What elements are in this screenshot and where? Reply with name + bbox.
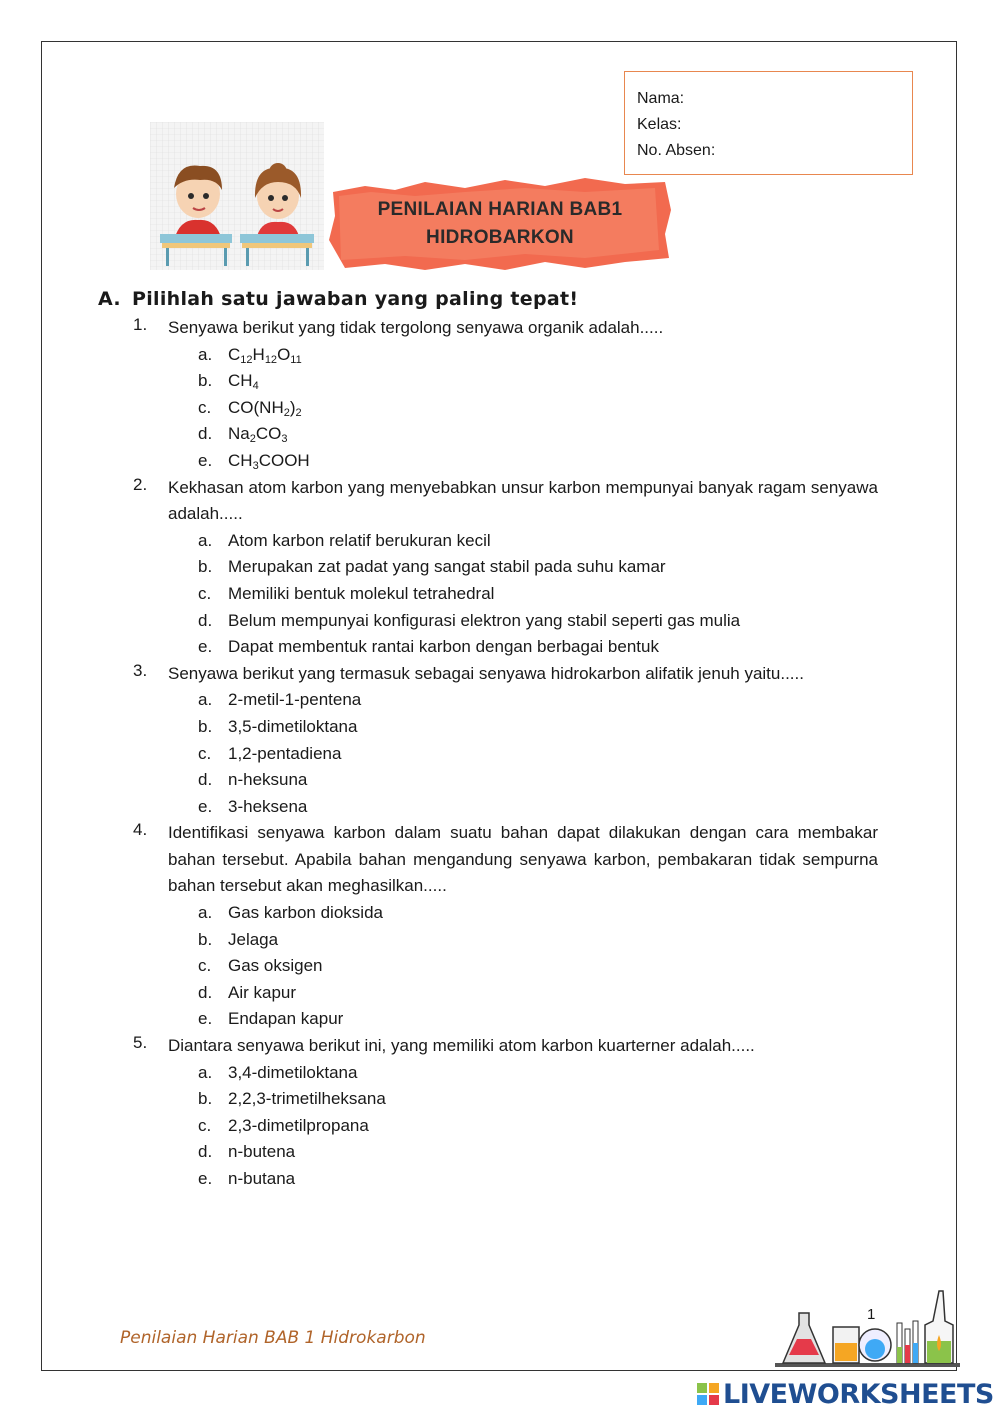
option-text: 3,4-dimetiloktana xyxy=(228,1062,358,1082)
liveworksheets-watermark xyxy=(697,1377,994,1411)
option-d[interactable] xyxy=(198,421,878,448)
student-info-box xyxy=(624,71,913,175)
class-label[interactable]: Kelas: xyxy=(637,116,682,133)
option-a[interactable] xyxy=(198,528,878,555)
option-e[interactable] xyxy=(198,448,878,475)
option-letter: c. xyxy=(198,583,212,603)
option-list xyxy=(168,342,878,475)
page-title xyxy=(325,196,675,252)
option-text: $C_{12}H_{12}O_{11}$ xyxy=(228,344,302,366)
option-list xyxy=(168,687,878,820)
option-text: Atom karbon relatif berukuran kecil xyxy=(228,530,491,550)
question-2 xyxy=(133,475,878,661)
question-text: Identifikasi senyawa karbon dalam suatu bahan dapat dilakukan dengan cara membakar bahan tersebut. Apabila bahan mengandung senyawa karbon, pembakaran tidak sempurna bahan tersebut akan meghasilkan..... xyxy=(168,823,878,896)
option-text: Gas karbon dioksida xyxy=(228,903,383,923)
option-letter: d. xyxy=(198,1142,213,1162)
option-text: Jelaga xyxy=(228,929,279,949)
option-letter: b. xyxy=(198,716,213,736)
option-letter: c. xyxy=(198,956,212,976)
option-letter: a. xyxy=(198,344,213,364)
section-instruction: Pilihlah satu jawaban yang paling tepat! xyxy=(132,288,579,310)
option-letter: d. xyxy=(198,770,213,790)
option-b[interactable] xyxy=(198,554,878,581)
option-text: Belum mempunyai konfigurasi elektron yang stabil seperti gas mulia xyxy=(228,610,741,630)
option-d[interactable] xyxy=(198,608,878,635)
option-letter: c. xyxy=(198,397,212,417)
question-list xyxy=(133,315,878,1193)
option-letter: a. xyxy=(198,530,213,550)
option-text: 2,3-dimetilpropana xyxy=(228,1115,369,1135)
option-text: Memiliki bentuk molekul tetrahedral xyxy=(228,583,495,603)
option-d[interactable] xyxy=(198,767,878,794)
section-letter: A. xyxy=(98,288,121,310)
option-letter: d. xyxy=(198,610,213,630)
option-d[interactable] xyxy=(198,980,878,1007)
option-text: n-butena xyxy=(228,1142,296,1162)
option-c[interactable] xyxy=(198,1113,878,1140)
option-e[interactable] xyxy=(198,634,878,661)
absen-label[interactable]: No. Absen: xyxy=(637,142,716,159)
option-e[interactable] xyxy=(198,1166,878,1193)
option-list xyxy=(168,528,878,661)
option-letter: c. xyxy=(198,1115,212,1135)
option-text: 2-metil-1-pentena xyxy=(228,690,362,710)
option-a[interactable] xyxy=(198,342,878,369)
section-heading xyxy=(98,288,578,310)
option-text: $CH_4$ xyxy=(228,371,259,393)
question-4 xyxy=(133,820,878,1033)
option-text: 1,2-pentadiena xyxy=(228,743,342,763)
option-letter: b. xyxy=(198,557,213,577)
option-text: Gas oksigen xyxy=(228,956,323,976)
option-text: n-heksuna xyxy=(228,770,308,790)
option-letter: a. xyxy=(198,690,213,710)
students-illustration xyxy=(150,122,324,270)
option-c[interactable] xyxy=(198,581,878,608)
option-text: 3,5-dimetiloktana xyxy=(228,716,358,736)
liveworksheets-logo-icon xyxy=(697,1383,719,1405)
option-list xyxy=(168,1060,878,1193)
name-label[interactable]: Nama: xyxy=(637,90,685,107)
option-letter: a. xyxy=(198,1062,213,1082)
option-letter: d. xyxy=(198,982,213,1002)
option-text: Dapat membentuk rantai karbon dengan berbagai bentuk xyxy=(228,637,659,657)
question-5 xyxy=(133,1033,878,1193)
option-text: 2,2,3-trimetilheksana xyxy=(228,1089,386,1109)
option-letter: b. xyxy=(198,1089,213,1109)
option-c[interactable] xyxy=(198,741,878,768)
option-text: Endapan kapur xyxy=(228,1009,344,1029)
option-letter: e. xyxy=(198,450,213,470)
option-text: 3-heksena xyxy=(228,796,308,816)
option-list xyxy=(168,900,878,1033)
option-text: n-butana xyxy=(228,1169,296,1188)
lab-equipment-illustration xyxy=(775,1285,960,1370)
option-e[interactable] xyxy=(198,794,878,821)
option-a[interactable] xyxy=(198,900,878,927)
option-text: Air kapur xyxy=(228,982,297,1002)
footer-text: Penilaian Harian BAB 1 Hidrokarbon xyxy=(120,1328,426,1348)
option-letter: b. xyxy=(198,929,213,949)
option-b[interactable] xyxy=(198,1086,878,1113)
option-text: $Na_2CO_3$ xyxy=(228,424,288,446)
question-number: 1. xyxy=(133,315,148,334)
option-text: Merupakan zat padat yang sangat stabil pada suhu kamar xyxy=(228,557,666,577)
question-text: Kekhasan atom karbon yang menyebabkan unsur karbon mempunyai banyak ragam senyawa adalah..... xyxy=(168,477,878,524)
option-d[interactable] xyxy=(198,1139,878,1166)
page-number: 1 xyxy=(867,1306,876,1323)
option-e[interactable] xyxy=(198,1006,878,1033)
option-c[interactable] xyxy=(198,395,878,422)
option-letter: e. xyxy=(198,796,213,816)
question-number: 5. xyxy=(133,1033,148,1053)
option-text: $CO(NH_2)_2$ xyxy=(228,397,302,419)
title-line-1: PENILAIAN HARIAN BAB1 xyxy=(377,199,623,220)
option-b[interactable] xyxy=(198,927,878,954)
title-line-2: HIDROBARKON xyxy=(426,227,574,248)
question-text: Senyawa berikut yang tidak tergolong senyawa organik adalah..... xyxy=(168,318,664,337)
liveworksheets-text: LIVEWORKSHEETS xyxy=(723,1378,994,1410)
question-text: Diantara senyawa berikut ini, yang memiliki atom karbon kuarterner adalah..... xyxy=(168,1036,755,1056)
question-number: 2. xyxy=(133,474,148,494)
option-a[interactable] xyxy=(198,1060,878,1087)
option-text: $CH_3COOH$ xyxy=(228,450,310,472)
question-number: 4. xyxy=(133,820,148,840)
option-b[interactable] xyxy=(198,368,878,395)
question-text: Senyawa berikut yang termasuk sebagai senyawa hidrokarbon alifatik jenuh yaitu..... xyxy=(168,663,804,683)
option-a[interactable] xyxy=(198,687,878,714)
option-c[interactable] xyxy=(198,953,878,980)
option-letter: e. xyxy=(198,637,213,657)
option-letter: d. xyxy=(198,424,213,444)
option-letter: b. xyxy=(198,371,213,391)
question-number: 3. xyxy=(133,660,148,680)
option-letter: c. xyxy=(198,743,212,763)
question-3 xyxy=(133,661,878,821)
option-b[interactable] xyxy=(198,714,878,741)
option-letter: a. xyxy=(198,903,213,923)
question-1 xyxy=(133,315,878,475)
option-letter: e. xyxy=(198,1009,213,1029)
option-letter: e. xyxy=(198,1169,213,1188)
